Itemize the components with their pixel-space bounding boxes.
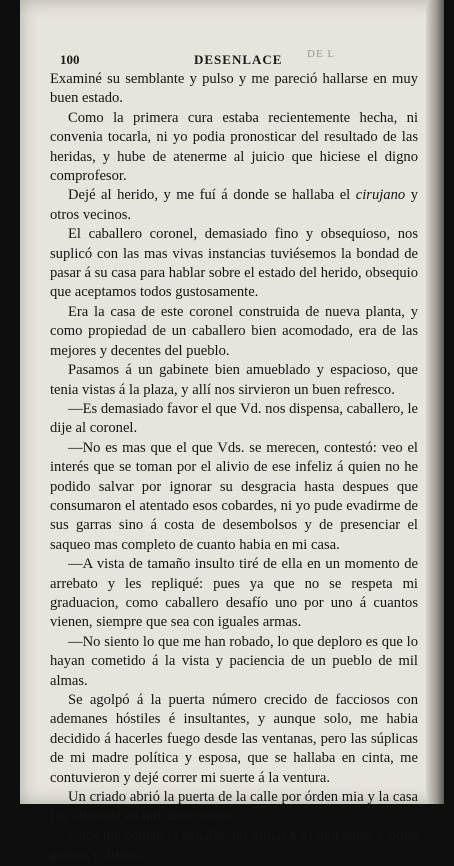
page-header (60, 48, 414, 70)
book-page (20, 0, 444, 864)
paragraph: Pasamos á un gabinete bien amueblado y espacioso, que tenia vistas á la plaza, y allí nos sirvieron un buen refresco. (50, 362, 418, 398)
paragraph: —No siento lo que me han robado, lo que deploro es que lo hayan cometido á la vista y paciencia de un pueblo de mil almas. (50, 633, 418, 689)
paragraph: Examiné su semblante y pulso y me pareció hallarse en muy buen estado. (50, 71, 418, 107)
body-text (50, 70, 418, 866)
paragraph: —No es mas que el que Vds. se merecen, contestó: veo el interés que se toman por el alivio de ese infeliz á quien no he podido salvar por ignorar su desgracia hasta despues que consumaron el atentado esos cobardes, ni yo pude evadirme de sus garras sino á costa de desembolsos y de presenciar el saqueo mas completo de cuanto habia en mi casa. (50, 439, 418, 553)
page-spine-shadow (426, 0, 444, 804)
paragraph: —Es demasiado favor el que Vd. nos dispensa, caballero, le dije al coronel. (50, 400, 418, 437)
paragraph: Un criado abrió la puerta de la calle por órden mia y la casa fué allanada en mil direcciones. (50, 789, 418, 825)
paragraph: Dejé al herido, y me fuí á donde se hallaba el cirujano y otros vecinos. (50, 187, 418, 223)
paragraph: Era la casa de este coronel construida de nueva planta, y como propiedad de un caballero bien acomodado, era de las mejores y decentes del pueblo. (50, 303, 418, 359)
italic-word: cirujano (355, 187, 406, 204)
bleed-through-text: DE L (307, 48, 336, 60)
paragraph: El caballero coronel, demasiado fino y obsequioso, nos suplicó con las mas vivas instancias tuviésemos la bondad de pasar á su casa para hablar sobre el estado del herido, obsequio que aceptamos todos gustosamente. (50, 226, 418, 301)
paragraph: Se agolpó á la puerta número crecido de facciosos con ademanes hóstiles é insultantes, y aunque solo, me habia decidido á hacerles fuego desde las ventanas, pero las súplicas de mi madre política y esposa, que se hallaba en cinta, me contuvieron y dejé correr mi suerte á la ventura. (50, 692, 418, 786)
paragraph: Unos me pedian el caballo, las armas y el uniforme, y otros granos y dinero. (50, 827, 418, 864)
page-number: 100 (60, 52, 80, 67)
paragraph: Como la primera cura estaba recientemente hecha, ni convenia tocarla, ni yo podia pronosticar del resultado de las heridas, y hube de atenerme al juicio que hiciese el digno comprofesor. (50, 109, 418, 185)
paragraph: —A vista de tamaño insulto tiré de ella en un momento de arrebato y les repliqué: pues ya que no se respeta mi graduacion, como caballero desafío uno por uno á cuantos vienen, siempre que sea con iguales armas. (50, 556, 418, 631)
running-head: DESENLACE (194, 52, 283, 67)
